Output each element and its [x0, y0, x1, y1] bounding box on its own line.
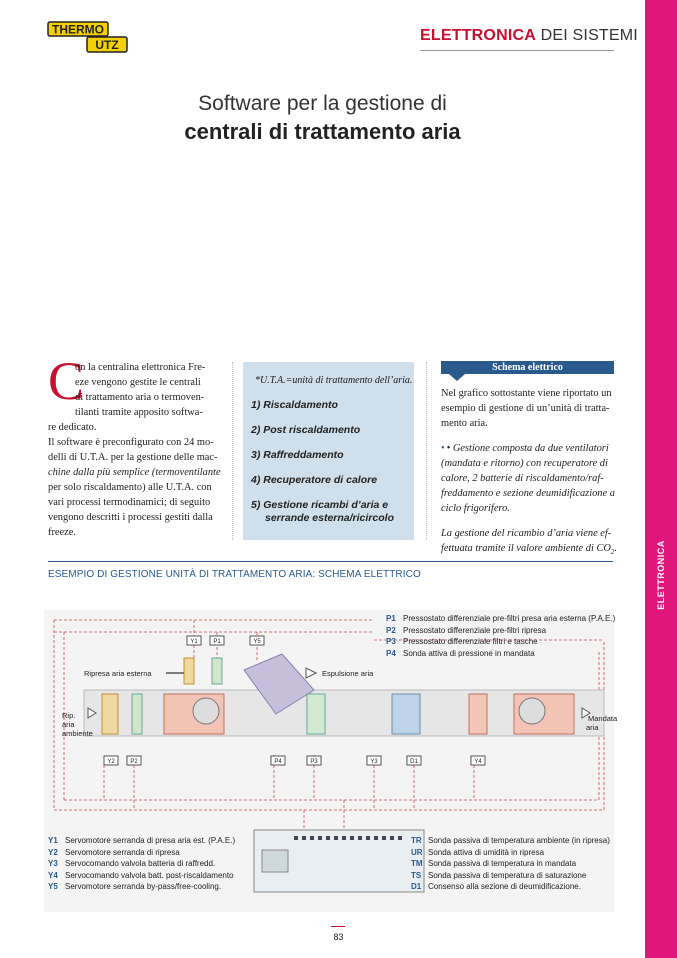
- legend-actuators: [48, 835, 235, 893]
- text-line: freeze.: [48, 527, 76, 538]
- text-line: vari processi termodinamici; di seguito: [48, 497, 211, 508]
- tag-d1: D1: [410, 759, 418, 765]
- rip-label-1: Rip.: [62, 711, 76, 720]
- intro-text: [48, 360, 220, 540]
- svg-text:UTZ: UTZ: [95, 38, 119, 52]
- legend-row: P4 Sonda attiva di pressione in mandata: [386, 648, 535, 658]
- text-line: di trattamento aria o termoven-: [75, 392, 205, 403]
- text-line: vengono descritti i processi gestiti dalla: [48, 512, 213, 523]
- legend-row: Y5 Servomotore serranda by-pass/free-cooling.: [48, 882, 222, 891]
- legend-row: Y2 Servomotore serranda di ripresa: [48, 847, 180, 857]
- legend-pressure: [386, 613, 615, 659]
- text-line: tilanti tramite apposito softwa-: [75, 407, 203, 418]
- legend-row: TM Sonda passiva di temperatura in mandata: [411, 859, 577, 868]
- section-title: ESEMPIO DI GESTIONE UNITÀ DI TRATTAMENTO ARIA: SCHEMA ELETTRICO: [48, 569, 421, 580]
- ripresa-label: Ripresa aria esterna: [84, 669, 152, 678]
- tag-y1: Y1: [190, 639, 198, 645]
- legend-sensors: [411, 835, 610, 893]
- schema-text: [441, 386, 617, 560]
- legend-row: P3 Pressostato differenziale filtri e tasche: [386, 637, 538, 646]
- legend-row: Y1 Servomotore serranda di presa aria est. (P.A.E.): [48, 836, 236, 845]
- page-number: 83: [333, 932, 344, 942]
- text-line: La gestione del ricambio d’aria viene ef-: [441, 528, 612, 539]
- legend-row: TS Sonda passiva di temperatura di saturazione: [411, 870, 587, 880]
- tag-p2: P2: [130, 759, 138, 765]
- text-line: delli di U.T.A. per la gestione delle mac-: [48, 452, 218, 463]
- mandata-label-1: Mandata: [588, 714, 618, 723]
- text-line: chine dalla più semplice (termoventilante: [48, 467, 221, 478]
- text-line: re dedicato.: [48, 422, 97, 433]
- legend-row: Y4 Servocomando valvola batt. post-riscaldamento: [48, 870, 234, 880]
- tag-y5: Y5: [253, 639, 261, 645]
- text-line: (mandata e ritorno) con recuperatore di: [441, 458, 608, 469]
- legend-row: P1 Pressostato differenziale pre-filtri presa aria esterna (P.A.E.): [386, 614, 616, 623]
- text-line: ciclo frigorifero.: [441, 503, 510, 514]
- text-line: per solo riscaldamento) alle U.T.A. con: [48, 482, 212, 493]
- text-line: Nel grafico sottostante viene riportato un: [441, 388, 612, 399]
- thermoutz-logo: [47, 20, 147, 54]
- legend-row: D1 Consenso alla sezione di deumidificazione.: [411, 882, 581, 891]
- tag-pointer: [449, 374, 465, 381]
- page-title-line2: centrali di trattamento aria: [184, 119, 461, 144]
- side-label: ELETTRONICA: [656, 540, 666, 610]
- legend-row: TR Sonda passiva di temperatura ambiente (in ripresa): [411, 836, 610, 845]
- drop-cap: C: [48, 351, 85, 411]
- process-item: 1) Riscaldamento: [251, 399, 338, 411]
- process-item: 5) Gestione ricambi d’aria e: [251, 499, 389, 511]
- column-divider: [232, 362, 233, 540]
- process-item: 2) Post riscaldamento: [251, 424, 361, 436]
- process-item: 4) Recuperatore di calore: [251, 474, 378, 486]
- section-header: ELETTRONICA DEI SISTEMI: [420, 27, 638, 44]
- text-line: • • Gestione composta da due ventilatori: [441, 443, 609, 454]
- header-rule: [420, 50, 614, 51]
- text-line: Il software è preconfigurato con 24 mo-: [48, 437, 214, 448]
- tag-y3: Y3: [370, 759, 378, 765]
- uta-note: *U.T.A.=unità di trattamento dell’aria.: [255, 375, 413, 386]
- text-line: esempio di gestione di un’unità di tratta-: [441, 403, 610, 414]
- text-line: mento aria.: [441, 418, 488, 429]
- tag-y4: Y4: [474, 759, 482, 765]
- espulsione-label: Espulsione aria: [322, 669, 374, 678]
- process-item: serrande esterna/ricircolo: [265, 512, 394, 524]
- tag-p1: P1: [213, 639, 221, 645]
- section-rule: [48, 561, 613, 562]
- column-divider: [426, 362, 427, 540]
- text-line: on la centralina elettronica Fre-: [75, 362, 206, 373]
- rip-label-3: ambiente: [62, 729, 93, 738]
- text-line: eze vengono gestite le centrali: [75, 377, 201, 388]
- tag-p3: P3: [310, 759, 318, 765]
- tag-p4: P4: [274, 759, 282, 765]
- process-item: 3) Raffreddamento: [251, 449, 344, 461]
- schema-tag: Schema elettrico: [441, 361, 614, 374]
- legend-row: UR Sonda attiva di umidità in ripresa: [411, 847, 545, 857]
- page-title-line1: Software per la gestione di: [198, 92, 447, 115]
- tag-y2: Y2: [107, 759, 115, 765]
- legend-row: Y3 Servocomando valvola batteria di raffredd.: [48, 859, 216, 868]
- text-line: fettuata tramite il valore ambiente di $CO_2$.: [441, 543, 617, 557]
- text-line: freddamento e sezione deumidificazione a: [441, 488, 615, 499]
- bullet: •: [441, 443, 445, 454]
- svg-text:THERMO: THERMO: [52, 22, 104, 37]
- side-band: [645, 0, 677, 958]
- legend-row: P2 Pressostato differenziale pre-filtri ripresa: [386, 625, 547, 635]
- text-line: calore, 2 batterie di riscaldamento/raf-: [441, 473, 604, 484]
- mandata-label-2: aria: [586, 723, 599, 732]
- page-number-rule: [331, 926, 345, 927]
- rip-label-2: aria: [62, 720, 75, 729]
